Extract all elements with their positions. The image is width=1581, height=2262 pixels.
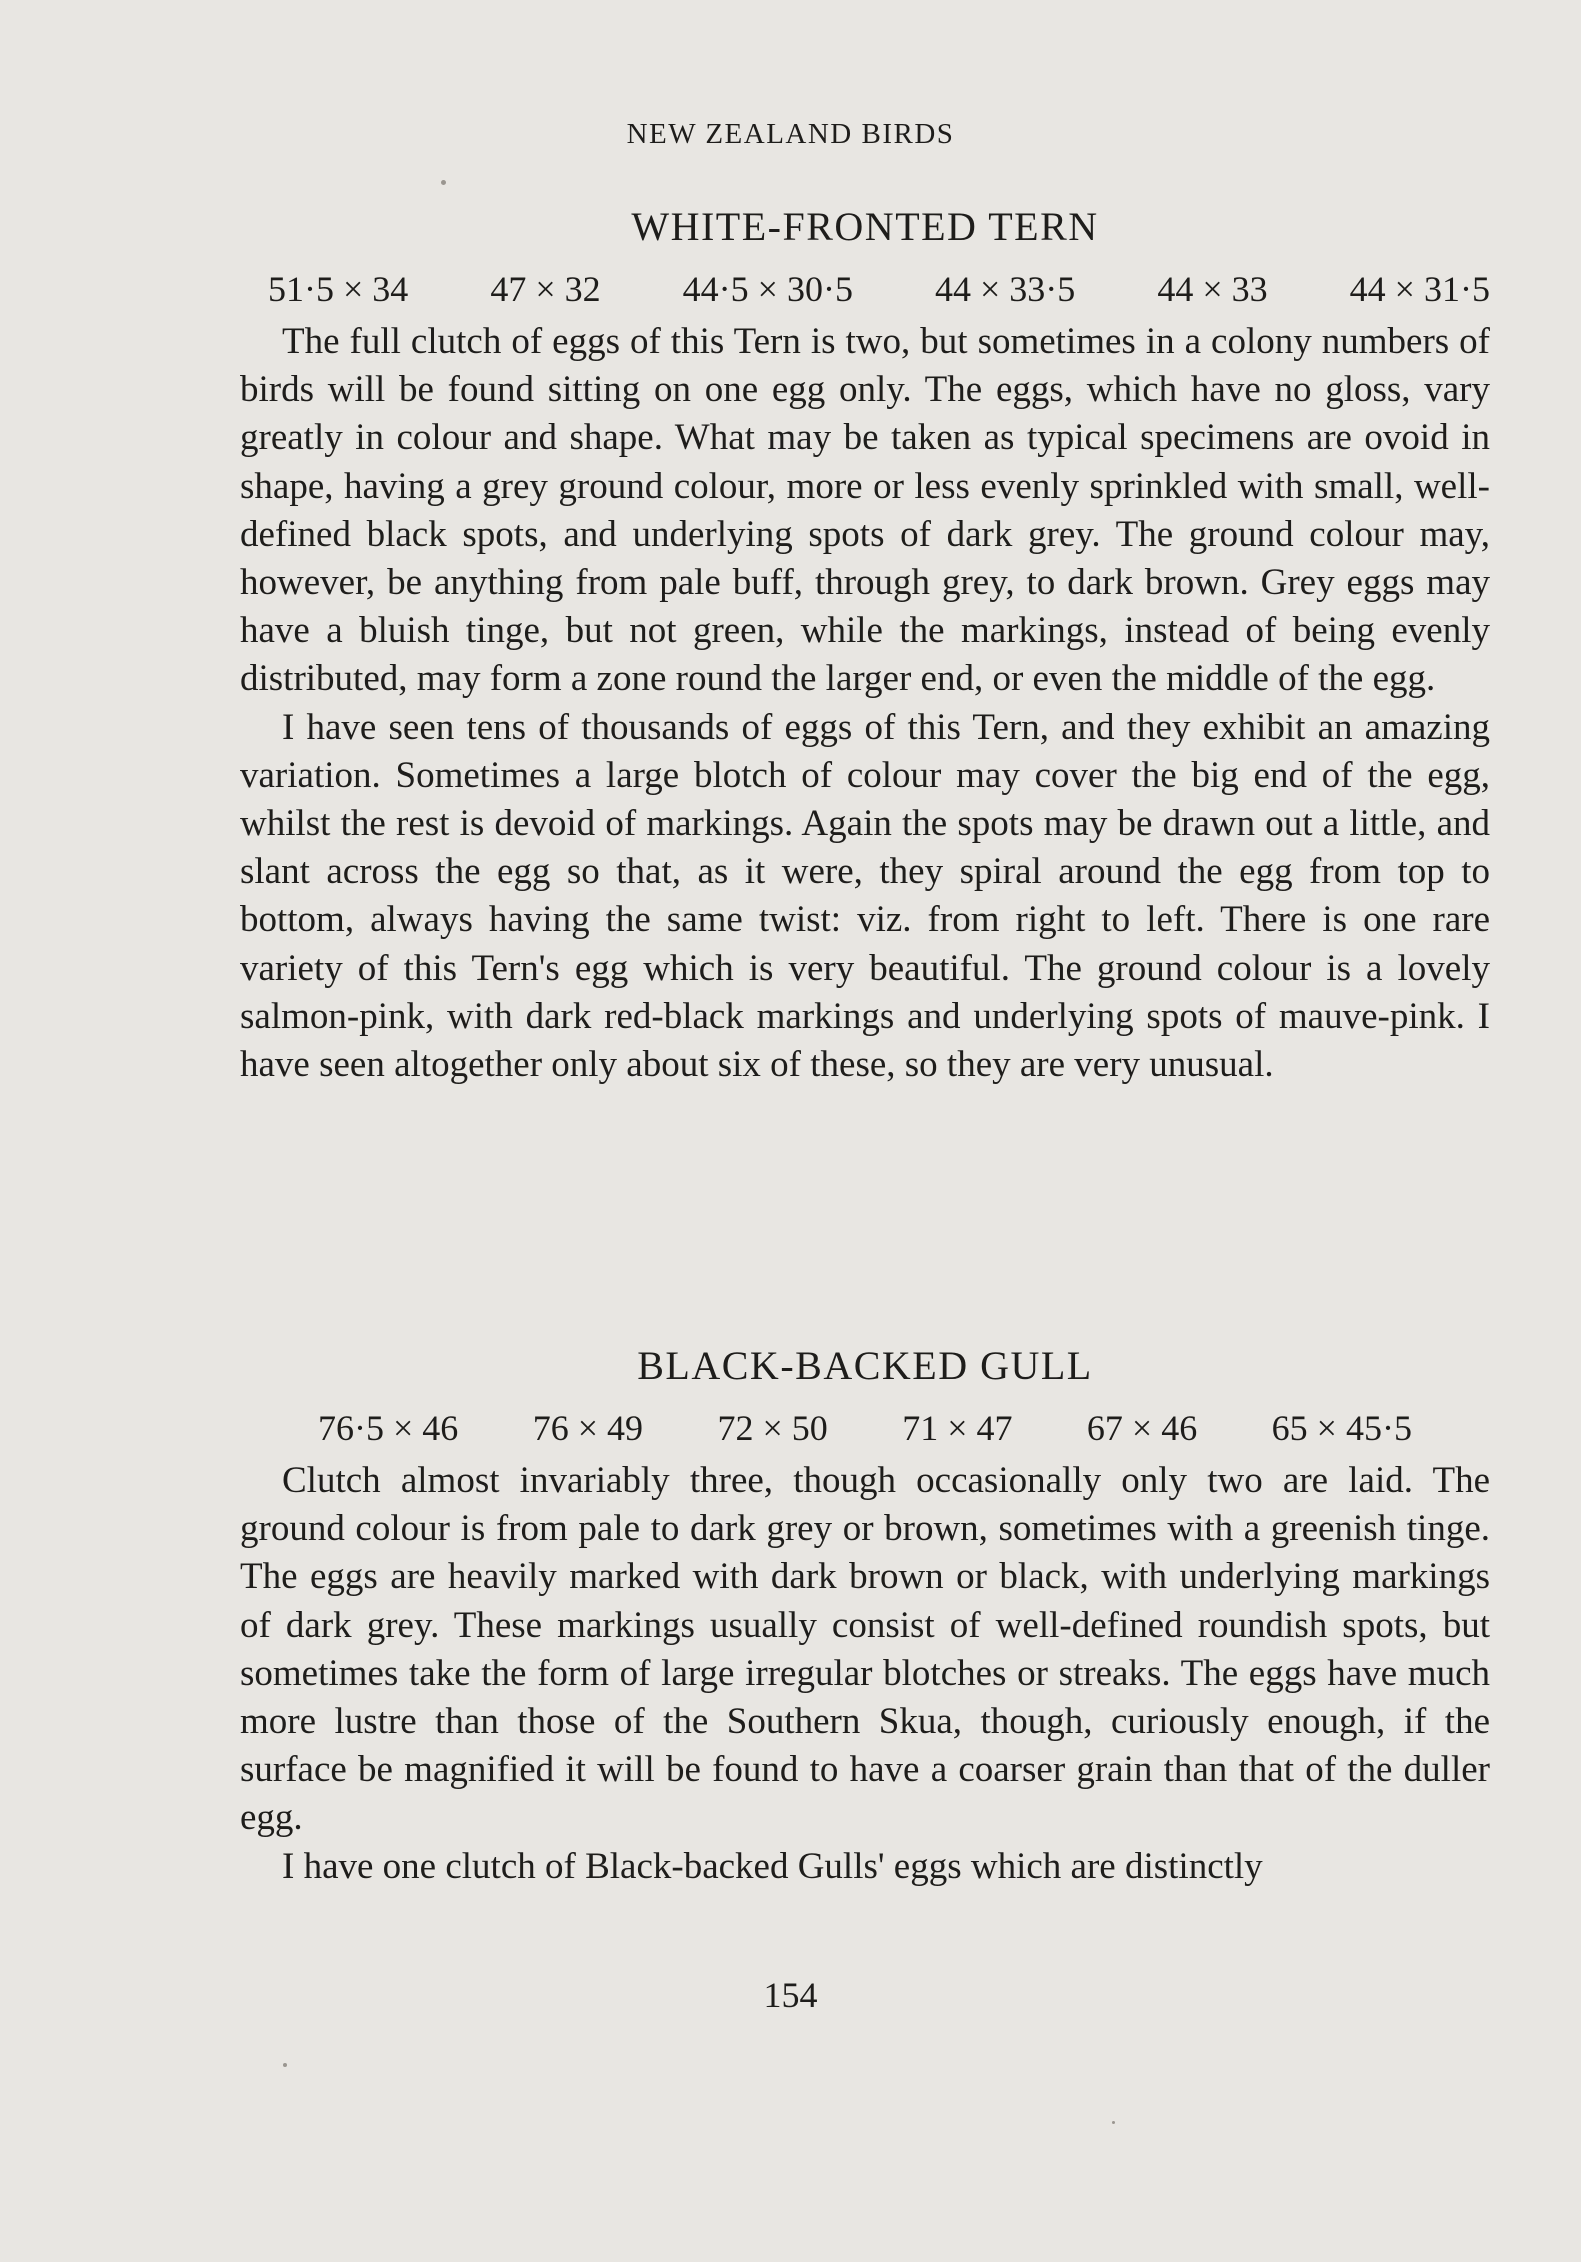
measurement: 44 × 31·5 [1349,269,1490,309]
measurement: 72 × 50 [717,1408,828,1448]
paper-speck [441,180,446,185]
section-title: WHITE-FRONTED TERN [631,204,1099,249]
measurement: 44 × 33·5 [934,269,1076,309]
section-title: BLACK-BACKED GULL [637,1343,1093,1388]
paragraph: Clutch almost invariably three, though occasionally only two are laid. The ground colour is from pale to dark grey or brown, sometimes with a greenish tinge. The eggs are heavily marked with dark brown or black, with underlying markings of dark grey. These markings usually consist of well-defined roundish spots, but sometimes take the form of large irregular blotches or streaks. The eggs have much more lustre than those of the Southern Skua, though, curiously enough, if the surface be magnified it will be found to have a coarser grain than that of the duller egg. [240,1460,1490,1839]
measurement: 65 × 45·5 [1271,1408,1412,1448]
egg-measurements [268,268,1490,310]
measurement: 44 × 33 [1157,269,1268,309]
measurement: 51·5 × 34 [268,269,409,309]
section-black-backed-gull [240,1342,1490,1891]
page-number: 154 [763,1975,818,2015]
measurement: 71 × 47 [902,1408,1013,1448]
measurement: 47 × 32 [490,269,601,309]
measurement: 44·5 × 30·5 [682,269,853,309]
paper-speck [283,2063,287,2067]
measurement: 76·5 × 46 [318,1408,459,1448]
egg-measurements [318,1407,1412,1449]
paragraph: I have one clutch of Black-backed Gulls' eggs which are distinctly [282,1845,1263,1887]
paper-speck [1112,2121,1115,2124]
section-white-fronted-tern [240,203,1490,1089]
measurement: 76 × 49 [532,1408,644,1448]
running-head: NEW ZEALAND BIRDS [626,118,955,150]
paragraph: The full clutch of eggs of this Tern is two, but sometimes in a colony numbers of birds will be found sitting on one egg only. The eggs, which have no gloss, vary greatly in colour and shape. What may be taken as typical specimens are ovoid in shape, having a grey ground colour, more or less evenly sprinkled with small, well-defined black spots, and underlying spots of dark grey. The ground colour may, however, be anything from pale buff, through grey, to dark brown. Grey eggs may have a bluish tinge, but not green, while the markings, instead of being evenly distributed, may form a zone round the larger end, or even the middle of the egg. [240,321,1490,700]
measurement: 67 × 46 [1086,1408,1198,1448]
paragraph: I have seen tens of thousands of eggs of this Tern, and they exhibit an amazing variation. Sometimes a large blotch of colour may cover the big end of the egg, whilst the rest is devoid of markings. Again the spots may be drawn out a little, and slant across the egg so that, as it were, they spiral around the egg from top to bottom, always having the same twist: viz. from right to left. There is one rare variety of this Tern's egg which is very beautiful. The ground colour is a lovely salmon-pink, with dark red-black markings and underlying spots of mauve-pink. I have seen altogether only about six of these, so they are very unusual. [240,706,1490,1086]
